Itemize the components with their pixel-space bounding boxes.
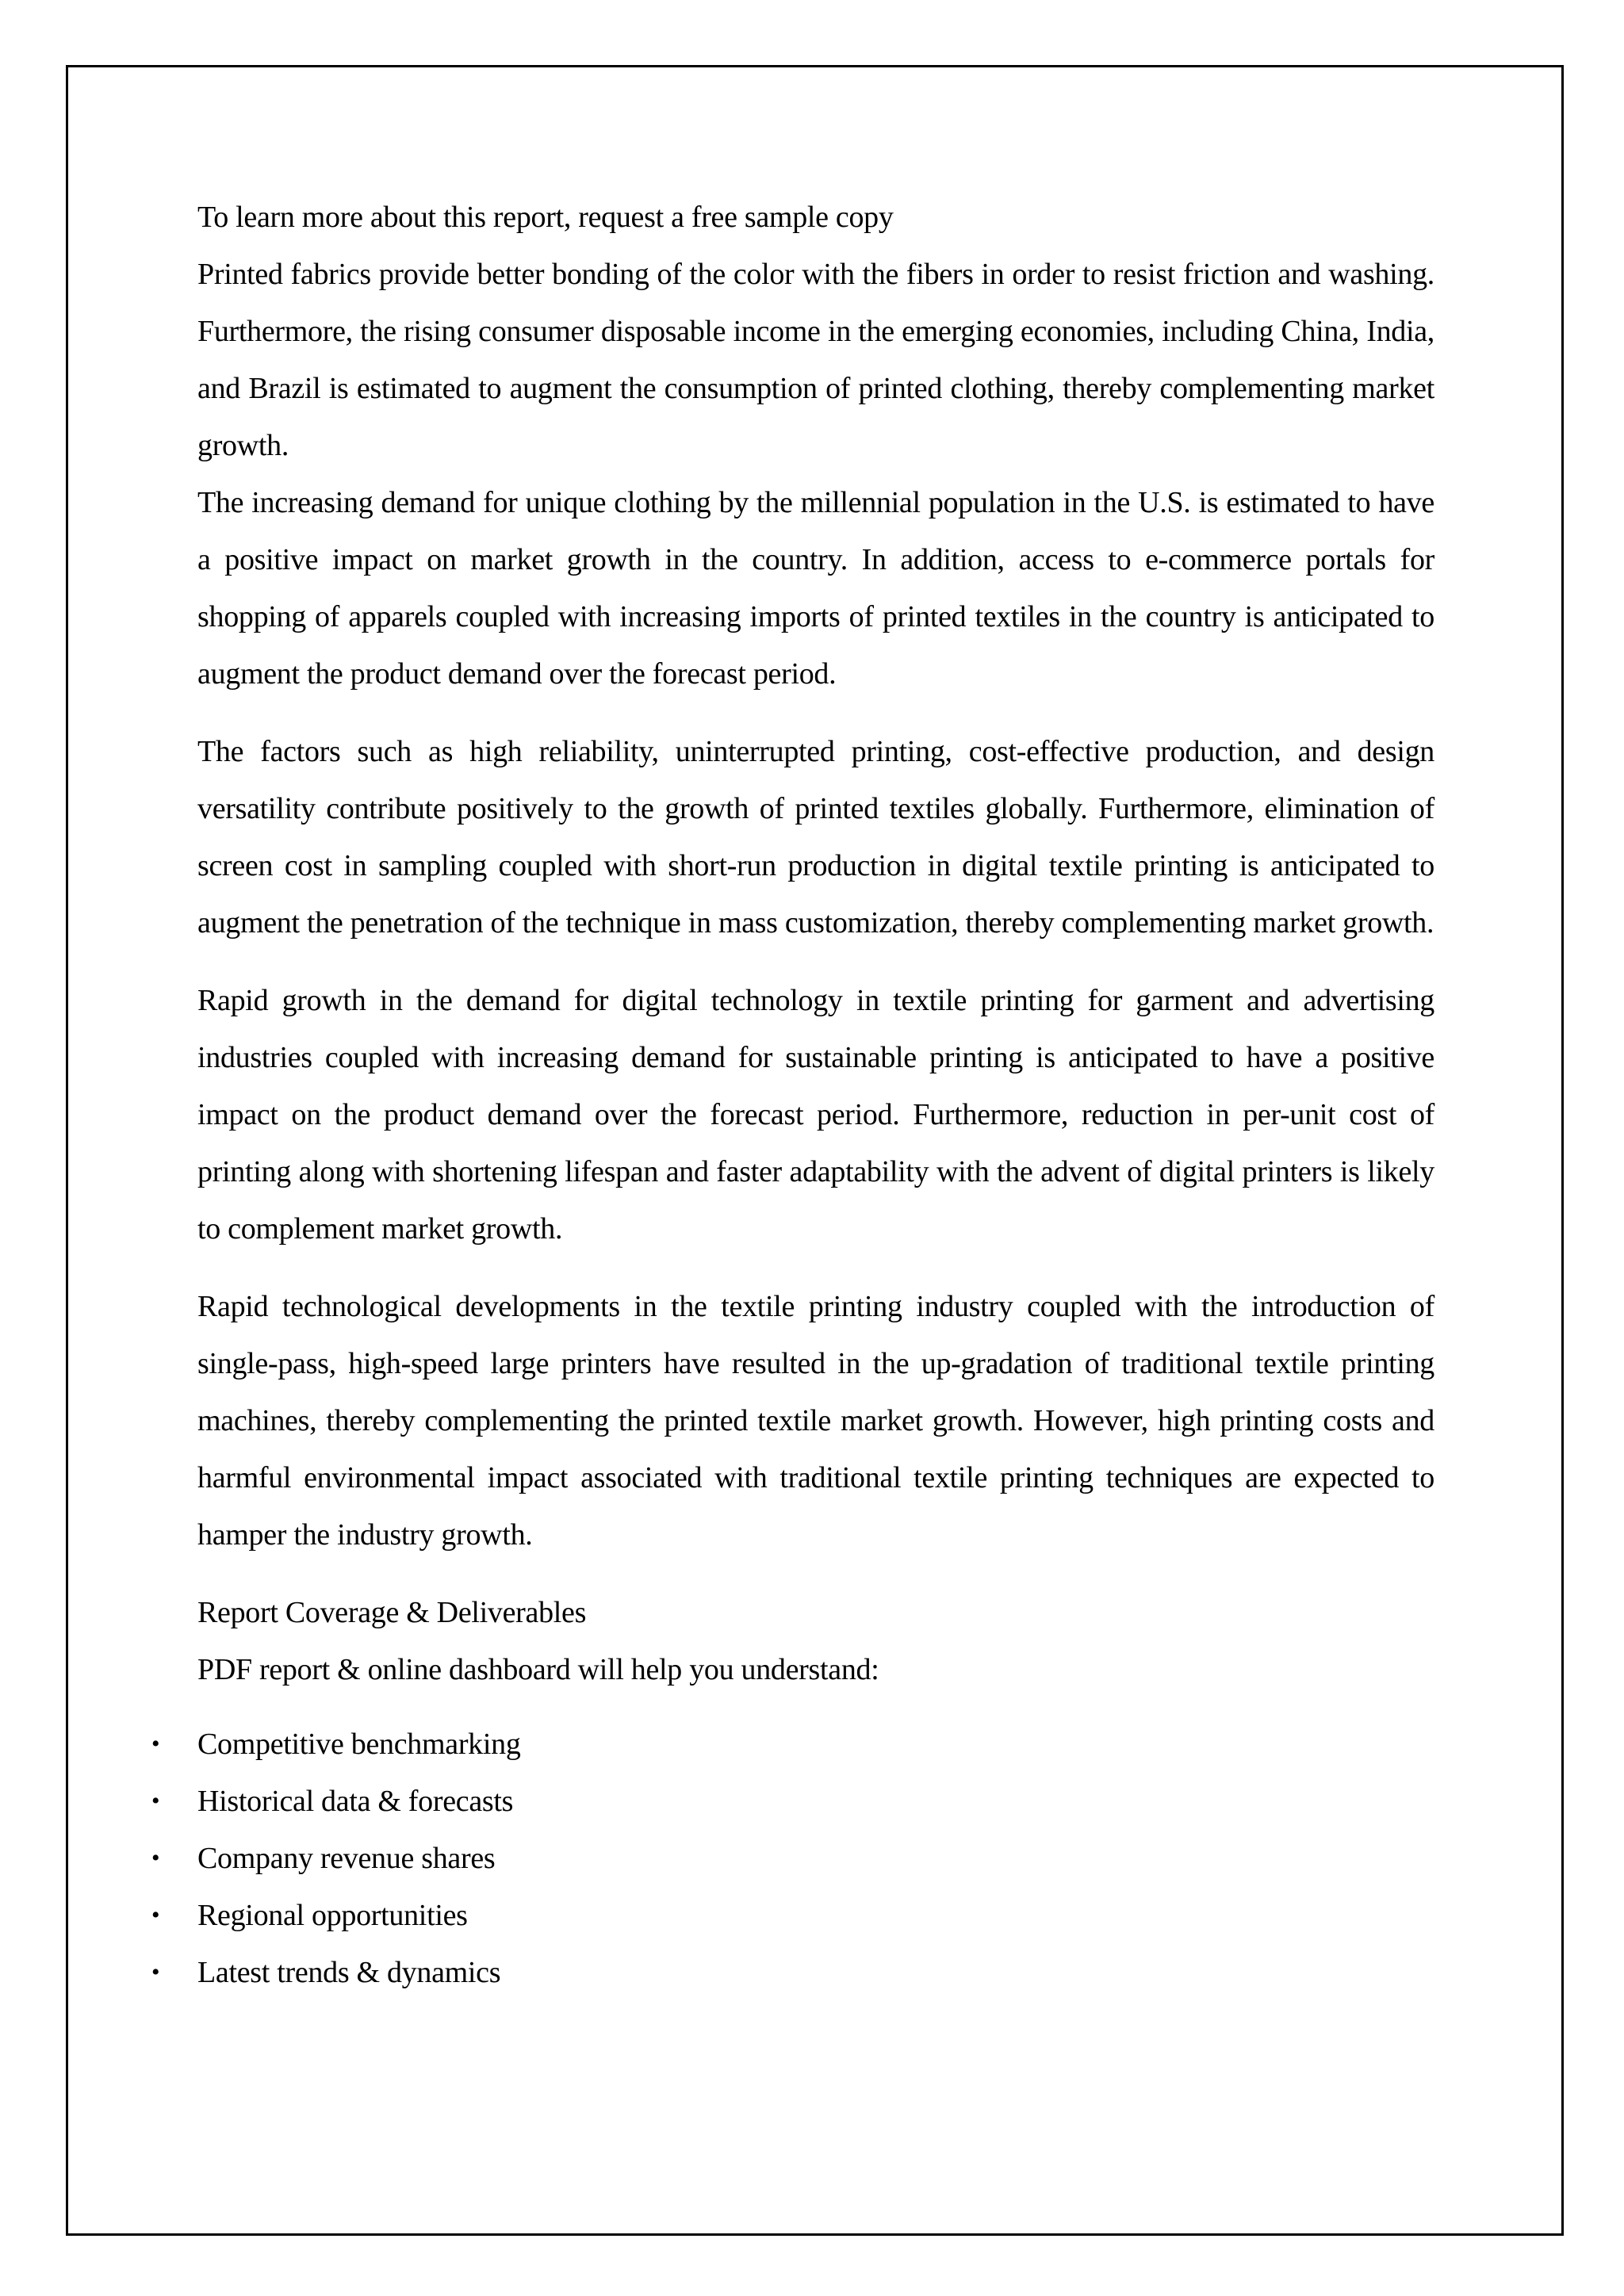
- paragraph-printed-fabrics: Printed fabrics provide better bonding of the color with the fibers in order to resist friction and washing. Furthermore, the rising consumer disposable income in the emerging economies, including China, India, and Brazil is estimated to augment the consumption of printed clothing, thereby complementing market growth.: [197, 258, 1434, 462]
- paragraph-millennial-demand: The increasing demand for unique clothing by the millennial population in the U.S. is estimated to have a positive impact on market growth in the country. In addition, access to e-commerce portals for shopping of apparels coupled with increasing imports of printed textiles in the country is anticipated to augment the product demand over the forecast period.: [197, 486, 1434, 691]
- list-item: [151, 1773, 1434, 1830]
- list-item: [151, 1716, 1434, 1773]
- list-item: [151, 1944, 1434, 2001]
- list-item-text: Historical data & forecasts: [197, 1785, 514, 1818]
- bullet-icon: •: [151, 1902, 160, 1928]
- sample-copy-line: To learn more about this report, request a free sample copy: [197, 201, 894, 234]
- deliverables-list: [151, 1716, 1434, 2001]
- list-item-text: Company revenue shares: [197, 1842, 496, 1875]
- list-item-text: Regional opportunities: [197, 1899, 468, 1932]
- paragraph-technological-developments: Rapid technological developments in the textile printing industry coupled with the introduction of single-pass, high-speed large printers have resulted in the up-gradation of traditional textile printing machines, thereby complementing the printed textile market growth. However, high printing costs and harmful environmental impact associated with traditional textile printing techniques are expected to hamper the industry growth.: [197, 1290, 1434, 1552]
- bullet-icon: •: [151, 1731, 160, 1757]
- document-body: [151, 189, 1434, 2001]
- bullet-icon: •: [151, 1959, 160, 1985]
- list-item-text: Latest trends & dynamics: [197, 1956, 501, 1989]
- list-item-text: Competitive benchmarking: [197, 1728, 521, 1761]
- coverage-intro: PDF report & online dashboard will help you understand:: [197, 1653, 879, 1686]
- paragraph-factors: The factors such as high reliability, uninterrupted printing, cost-effective production, and design versatility contribute positively to the growth of printed textiles globally. Furthermore, elimination of screen cost in sampling coupled with short-run production in digital textile printing is anticipated to augment the penetration of the technique in mass customization, thereby complementing market growth.: [197, 735, 1434, 939]
- list-item: [151, 1887, 1434, 1944]
- bullet-icon: •: [151, 1788, 160, 1814]
- bullet-icon: •: [151, 1845, 160, 1871]
- paragraph-digital-technology: Rapid growth in the demand for digital technology in textile printing for garment and advertising industries coupled with increasing demand for sustainable printing is anticipated to have a positive impact on the product demand over the forecast period. Furthermore, reduction in per-unit cost of printing along with shortening lifespan and faster adaptability with the advent of digital printers is likely to complement market growth.: [197, 984, 1434, 1246]
- coverage-heading: Report Coverage & Deliverables: [197, 1596, 587, 1629]
- list-item: [151, 1830, 1434, 1887]
